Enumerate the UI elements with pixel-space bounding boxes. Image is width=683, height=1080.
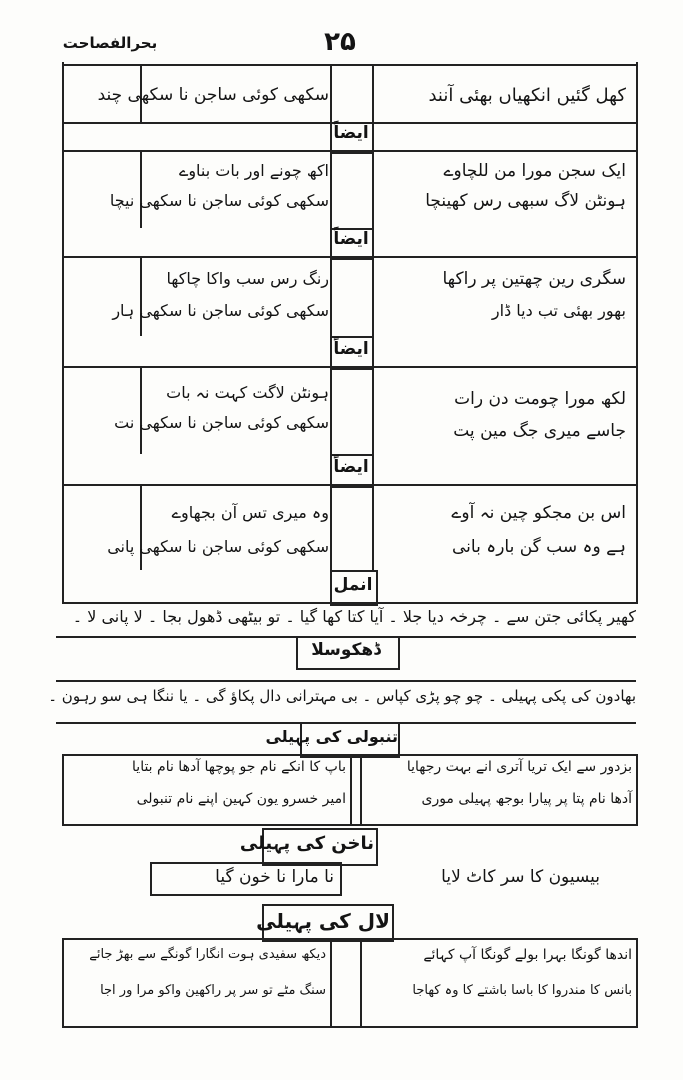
- section-heading: ایضاً: [333, 339, 369, 359]
- verse-line: بیسیون کا سر کاٹ لایا: [441, 867, 600, 887]
- column-rule: [636, 938, 638, 1026]
- column-rule: [350, 754, 352, 824]
- column-rule: [372, 484, 374, 570]
- row-rule: [62, 366, 636, 368]
- prose-line: بھادون کی پکی پہیلی ۔ چو چو پڑی کپاس ۔ بی مہترانی دال پکاؤ گی ۔ یا ننگا ہی سو رہون ۔: [48, 687, 636, 705]
- column-rule: [330, 938, 332, 1026]
- verse-line: سگری رین چھتین پر راکھا: [442, 269, 626, 289]
- row-rule: [56, 680, 636, 682]
- verse-line: بانس کا مندروا کا باسا باشتے کا وہ کھاجا: [412, 983, 632, 998]
- verse-line: امیر خسرو یون کہین اپنے نام تنبولی: [136, 791, 346, 807]
- page-number: ۲۵: [324, 27, 356, 57]
- verse-line: سکھی کوئی ساجن نا سکھی پانی: [107, 537, 329, 556]
- column-rule: [330, 64, 332, 122]
- column-rule: [140, 484, 142, 570]
- section-heading: ایضاً: [333, 229, 369, 249]
- column-rule: [360, 754, 362, 824]
- verse-line: نا مارا نا خون گیا: [215, 867, 334, 887]
- row-rule: [62, 824, 638, 826]
- row-rule: [62, 1026, 638, 1028]
- verse-line: ہونٹن لاگت کہت نہ بات: [166, 383, 329, 402]
- column-rule: [140, 256, 142, 336]
- row-rule: [62, 602, 636, 604]
- column-rule: [330, 366, 332, 454]
- section-heading: تنبولی کی پہیلی: [265, 727, 398, 746]
- column-rule: [636, 754, 638, 824]
- column-rule: [330, 150, 332, 228]
- verse-line: کھل گئیں انکھیاں بھئی آنند: [428, 85, 626, 106]
- verse-line: آدھا نام پتا پر پیارا بوجھ پہیلی موری: [421, 791, 632, 807]
- verse-line: ہونٹن لاگ سبھی رس کھینچا: [425, 191, 626, 211]
- section-heading: انمل: [333, 575, 373, 595]
- verse-line: بزدور سے ایک تریا آتری انے بہت رجھایا: [406, 759, 632, 775]
- row-rule: [62, 150, 636, 152]
- table-border-right: [636, 62, 638, 604]
- verse-line: سکھی کوئی ساجن نا سکھی نت: [114, 413, 329, 432]
- section-heading: ناخن کی پہیلی: [239, 833, 374, 854]
- verse-line: سکھی کوئی ساجن نا سکھی ہار: [112, 301, 329, 320]
- verse-line: اس بن مجکو چین نہ آوے: [451, 503, 626, 523]
- section-heading: ایضاً: [333, 457, 369, 477]
- verse-line: سکھی کوئی ساجن نا سکھی نیچا: [109, 191, 329, 210]
- prose-line: کھیر پکائی جتن سے ۔ چرخہ دیا جلا ۔ آیا کتا کھا گیا ۔ تو بیٹھی ڈھول بجا ۔ لا پانی لا ۔: [72, 607, 636, 626]
- verse-line: دیکھ سفیدی ہوت انگارا گونگے سے بھڑ جائے: [89, 947, 326, 962]
- row-rule: [62, 484, 636, 486]
- verse-line: لکھ مورا چومت دن رات: [454, 389, 626, 409]
- running-title: بحرالفصاحت: [62, 34, 158, 52]
- row-rule: [62, 938, 638, 940]
- column-rule: [140, 366, 142, 454]
- column-rule: [62, 938, 64, 1026]
- column-rule: [140, 150, 142, 228]
- verse-line: بھور بھئی تب دیا ڈار: [491, 301, 626, 320]
- verse-line: اکھ چونے اور بات بناوے: [178, 161, 329, 180]
- column-rule: [330, 484, 332, 570]
- verse-line: ہے وہ سب گن بارہ بانی: [452, 537, 626, 557]
- column-rule: [372, 256, 374, 336]
- column-rule: [62, 754, 64, 824]
- verse-line: سکھی کوئی ساجن نا سکھی چند: [97, 85, 329, 105]
- verse-line: اندھا گونگا بہرا بولے گونگا آپ کہائے: [423, 947, 632, 963]
- column-rule: [372, 64, 374, 122]
- row-rule: [62, 64, 636, 66]
- verse-line: رنگ رس سب واکا چاکھا: [166, 269, 329, 288]
- row-rule: [62, 256, 636, 258]
- verse-line: وہ میری تس آن بجھاوے: [171, 503, 329, 522]
- verse-line: سنگ مٹے تو سر پر راکھین واکو مرا ور اجا: [100, 983, 326, 998]
- verse-line: باپ کا انکے نام جو پوچھا آدھا نام بتایا: [132, 759, 346, 775]
- verse-line: ایک سجن مورا من للچاوے: [443, 161, 626, 181]
- section-heading: لال کی پہیلی: [256, 909, 390, 933]
- table-border-left: [62, 62, 64, 604]
- column-rule: [372, 150, 374, 228]
- column-rule: [372, 366, 374, 454]
- section-heading: ڈھکوسلا: [311, 640, 381, 660]
- verse-line: جاسے میری جگ مین پت: [453, 421, 626, 441]
- section-heading: ایضاً: [333, 123, 369, 143]
- column-rule: [360, 938, 362, 1026]
- column-rule: [330, 256, 332, 336]
